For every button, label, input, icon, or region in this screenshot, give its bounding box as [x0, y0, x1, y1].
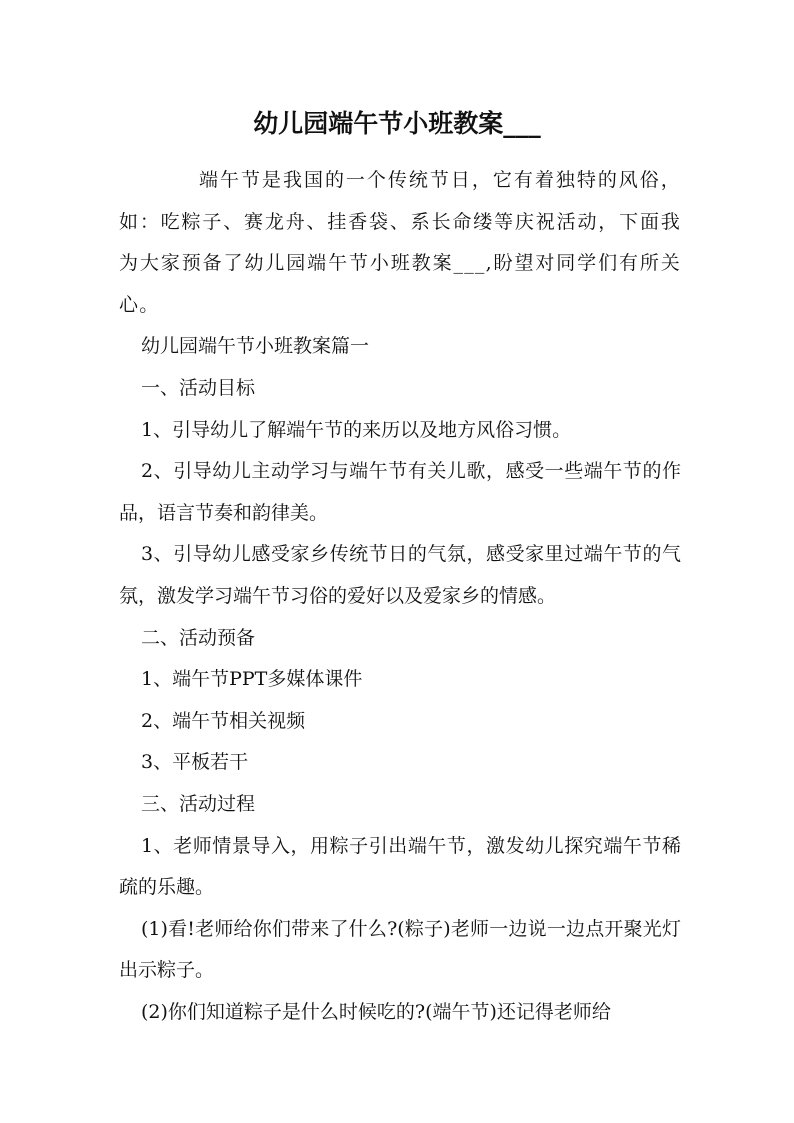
preparation-item-3: 3、平板若干	[141, 751, 249, 774]
preparation-item-2: 2、端午节相关视频	[141, 709, 306, 732]
section-heading-activity-preparation: 二、活动预备	[141, 626, 256, 649]
section-heading-lesson-one: 幼儿园端午节小班教案篇一	[141, 335, 370, 358]
section-heading-activity-goals: 一、活动目标	[141, 376, 256, 399]
preparation-item-1: 1、端午节PPT多媒体课件	[141, 668, 363, 691]
goal-item-2: 2、引导幼儿主动学习与端午节有关儿歌，感受一些端午节的作品，语言节奏和韵律美。	[119, 460, 681, 524]
goal-item-3: 3、引导幼儿感受家乡传统节日的气氛，感受家里过端午节的气氛，激发学习端午节习俗的爱好以及爱家乡的情感。	[119, 543, 681, 607]
goal-item-1: 1、引导幼儿了解端午节的来历以及地方风俗习惯。	[141, 418, 572, 441]
process-step-1: 1、老师情景导入，用粽子引出端午节，激发幼儿探究端午节稀疏的乐趣。	[119, 834, 681, 899]
document-title: 幼儿园端午节小班教案___	[253, 109, 541, 138]
process-substep-2: (2)你们知道粽子是什么时候吃的?(端午节)还记得老师给	[141, 1000, 611, 1023]
intro-paragraph: 端午节是我国的一个传统节日，它有着独特的风俗，如：吃粽子、赛龙舟、挂香袋、系长命缕等庆祝活动，下面我为大家预备了幼儿园端午节小班教案___,盼望对同学们有所关心。	[119, 169, 681, 316]
section-heading-activity-process: 三、活动过程	[141, 792, 256, 815]
document-body	[119, 160, 681, 1033]
process-substep-1: (1)看!老师给你们带来了什么?(粽子)老师一边说一边点开聚光灯出示粽子。	[119, 917, 681, 982]
